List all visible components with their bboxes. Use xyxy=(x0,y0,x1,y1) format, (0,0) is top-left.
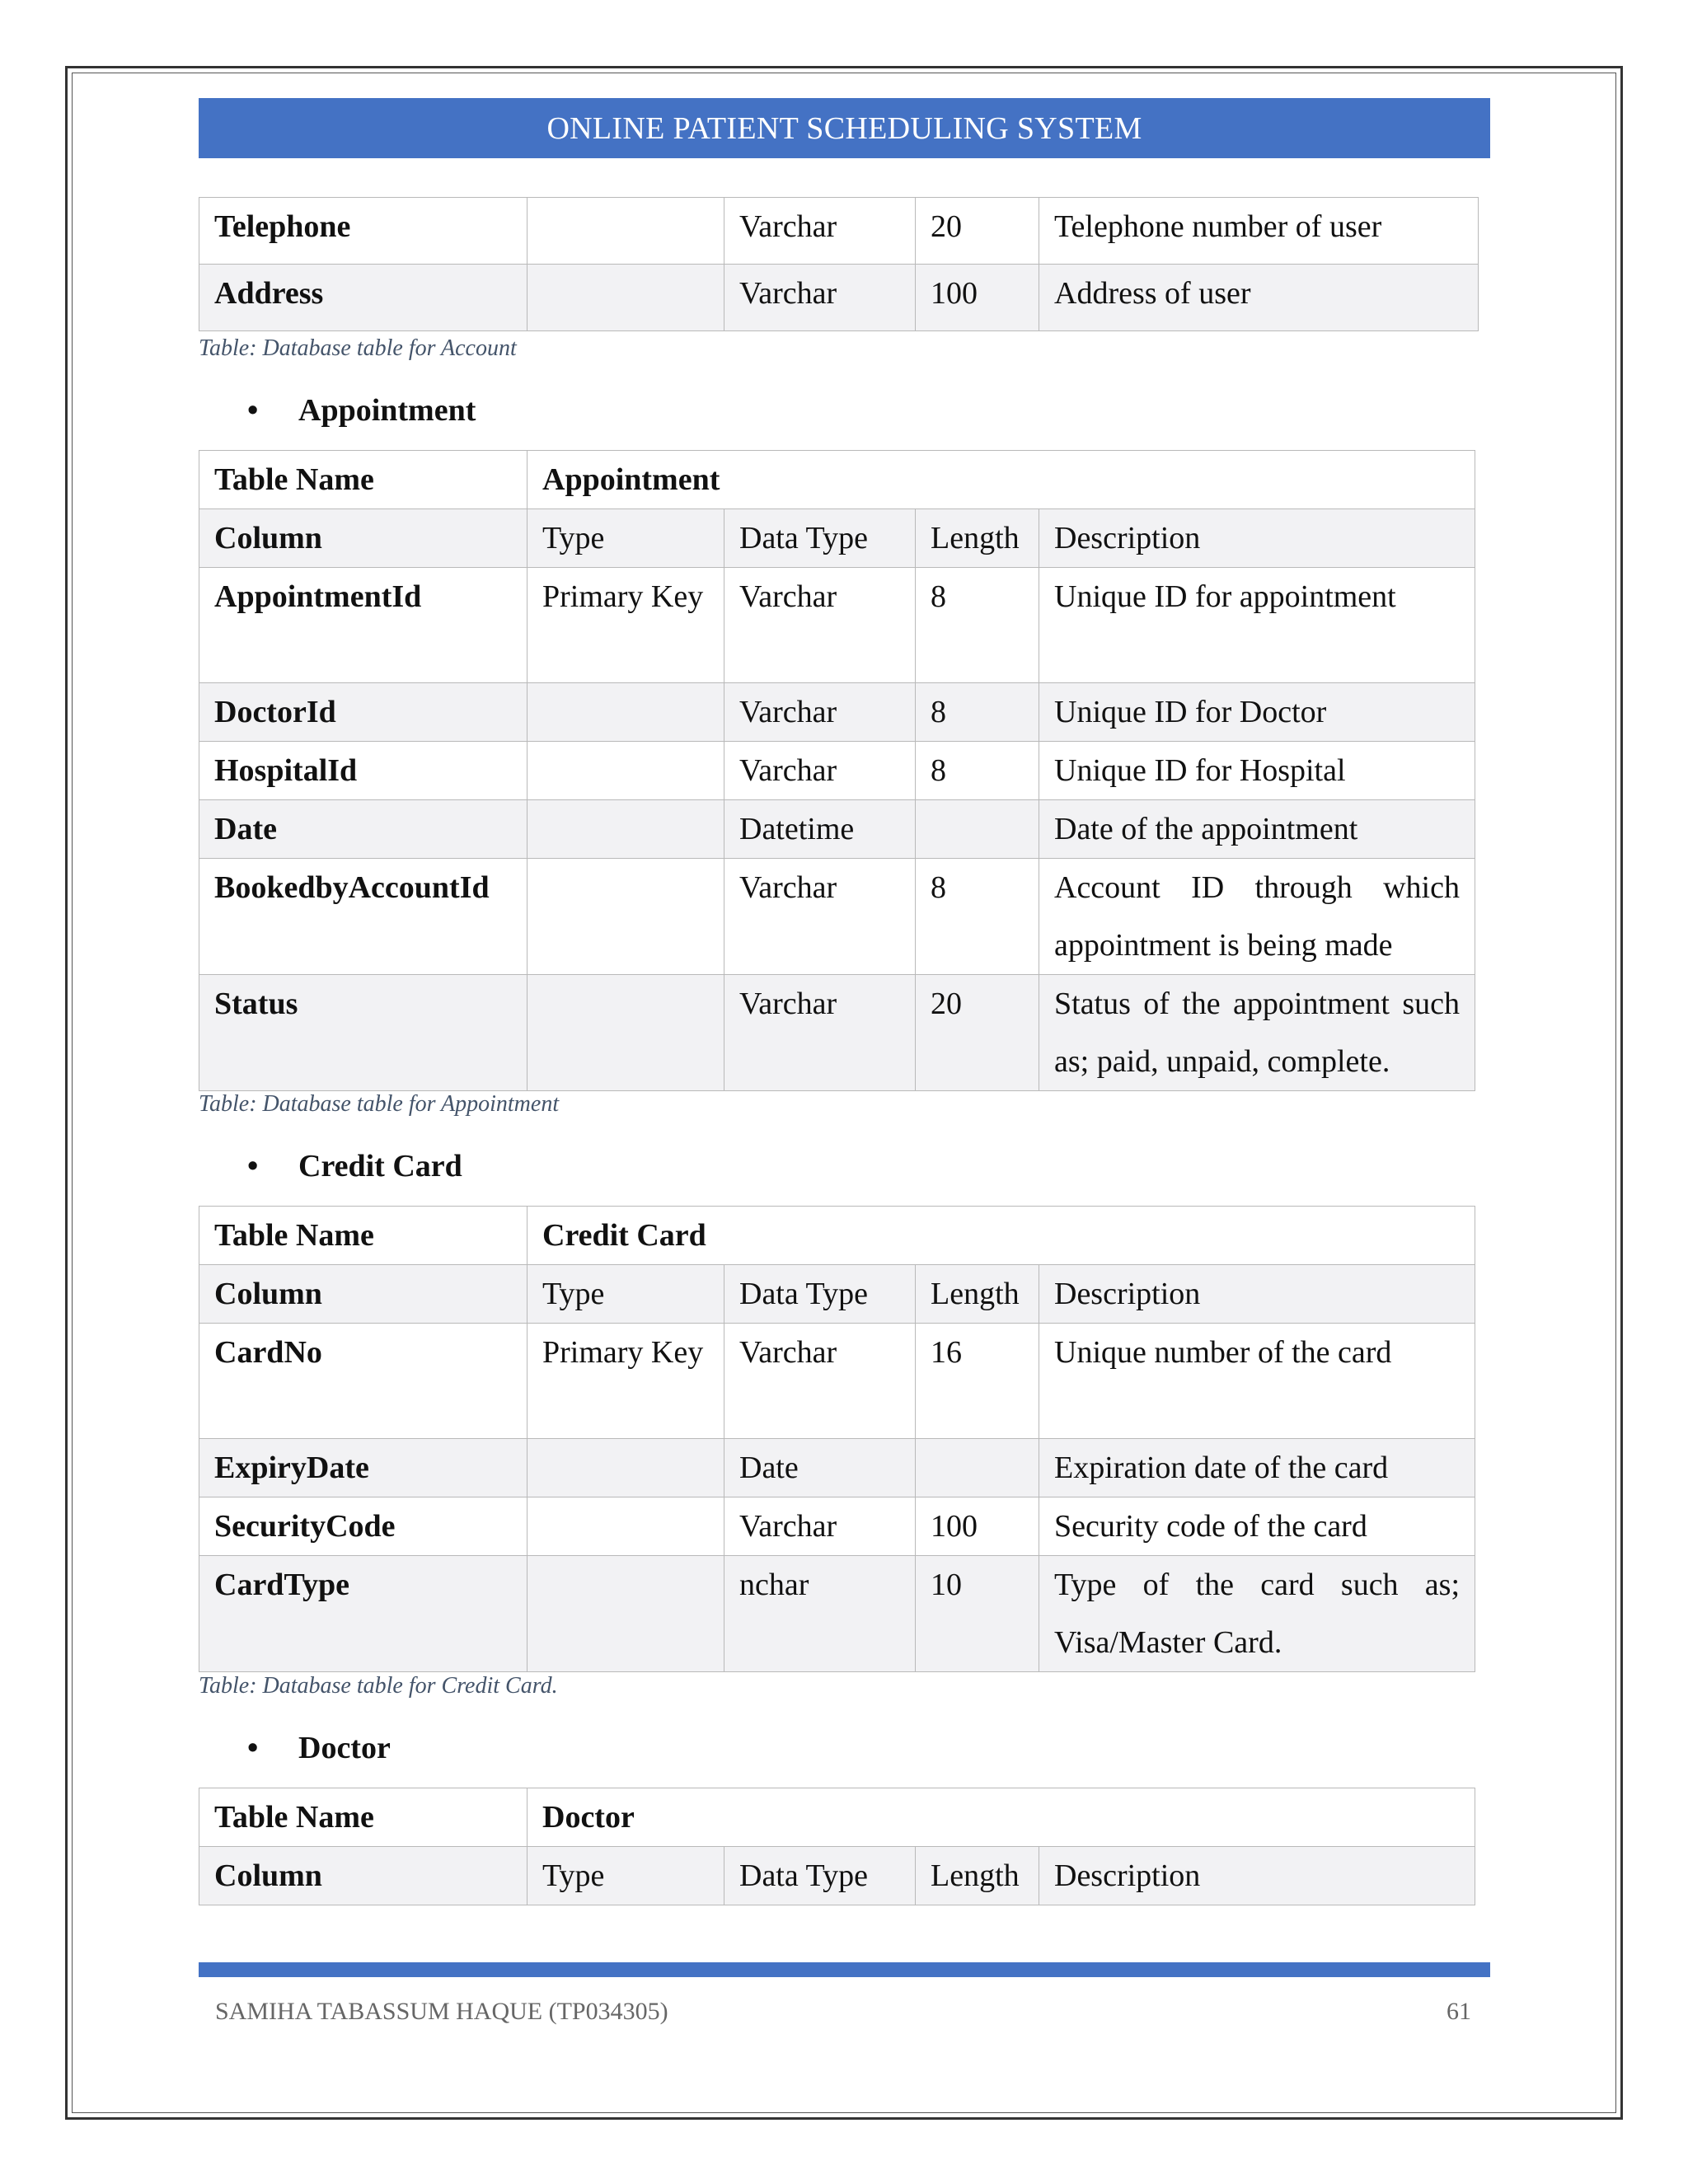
table-caption: Table: Database table for Appointment xyxy=(199,1091,560,1117)
column-header: Description xyxy=(1039,1265,1475,1324)
table-cell: Table Name xyxy=(199,1788,528,1847)
table-row xyxy=(199,1207,1475,1265)
table-cell: 8 xyxy=(916,683,1039,742)
table-cell: Telephone xyxy=(199,198,528,265)
table-cell xyxy=(528,1556,724,1672)
table-row xyxy=(199,1556,1475,1672)
table-row xyxy=(199,742,1475,800)
appointment-table xyxy=(199,450,1475,1091)
table-cell: 20 xyxy=(916,975,1039,1091)
column-header: Description xyxy=(1039,509,1475,568)
table-cell xyxy=(528,1439,724,1497)
table-cell xyxy=(528,1497,724,1556)
column-header: Type xyxy=(528,1847,724,1905)
table-header-row xyxy=(199,1847,1475,1905)
column-header: Column xyxy=(199,1847,528,1905)
table-cell xyxy=(528,265,724,331)
table-cell: Varchar xyxy=(724,198,916,265)
table-cell: Varchar xyxy=(724,975,916,1091)
table-cell: SecurityCode xyxy=(199,1497,528,1556)
table-cell: 8 xyxy=(916,859,1039,975)
section-title: Credit Card xyxy=(298,1149,462,1183)
table-cell: AppointmentId xyxy=(199,568,528,683)
table-cell: Varchar xyxy=(724,568,916,683)
table-cell: BookedbyAccountId xyxy=(199,859,528,975)
table-cell: Appointment xyxy=(528,451,1475,509)
table-cell: Doctor xyxy=(528,1788,1475,1847)
column-header: Length xyxy=(916,509,1039,568)
table-row xyxy=(199,451,1475,509)
table-cell: DoctorId xyxy=(199,683,528,742)
table-row xyxy=(199,800,1475,859)
footer-author: SAMIHA TABASSUM HAQUE (TP034305) xyxy=(215,1998,668,2025)
table-cell: 100 xyxy=(916,265,1039,331)
table-cell: Type of the card such as; Visa/Master Card. xyxy=(1039,1556,1475,1672)
table-caption: Table: Database table for Credit Card. xyxy=(199,1673,558,1699)
table-cell: Varchar xyxy=(724,1497,916,1556)
footer-bar xyxy=(199,1962,1490,1977)
table-header-row xyxy=(199,1265,1475,1324)
credit-card-table xyxy=(199,1206,1475,1672)
doctor-table xyxy=(199,1788,1475,1905)
table-cell: Address of user xyxy=(1039,265,1479,331)
table-row xyxy=(199,265,1479,331)
table-cell: Unique ID for appointment xyxy=(1039,568,1475,683)
table-cell: Date xyxy=(724,1439,916,1497)
table-header-row xyxy=(199,509,1475,568)
table-cell: Date xyxy=(199,800,528,859)
table-cell: Varchar xyxy=(724,859,916,975)
table-caption: Table: Database table for Account xyxy=(199,335,517,361)
table-cell: Expiration date of the card xyxy=(1039,1439,1475,1497)
table-cell: 20 xyxy=(916,198,1039,265)
table-row xyxy=(199,1788,1475,1847)
table-cell: nchar xyxy=(724,1556,916,1672)
table-cell: Table Name xyxy=(199,451,528,509)
table-row xyxy=(199,859,1475,975)
table-cell: 8 xyxy=(916,742,1039,800)
table-cell: ExpiryDate xyxy=(199,1439,528,1497)
column-header: Length xyxy=(916,1847,1039,1905)
table-cell: CardType xyxy=(199,1556,528,1672)
table-cell: 10 xyxy=(916,1556,1039,1672)
column-header: Data Type xyxy=(724,1847,916,1905)
table-cell xyxy=(528,800,724,859)
table-cell: Security code of the card xyxy=(1039,1497,1475,1556)
column-header: Data Type xyxy=(724,1265,916,1324)
table-cell xyxy=(528,742,724,800)
table-cell: Unique number of the card xyxy=(1039,1324,1475,1439)
column-header: Description xyxy=(1039,1847,1475,1905)
table-cell: Status of the appointment such as; paid, unpaid, complete. xyxy=(1039,975,1475,1091)
table-row xyxy=(199,198,1479,265)
table-cell xyxy=(528,859,724,975)
table-cell: Varchar xyxy=(724,265,916,331)
table-cell: Table Name xyxy=(199,1207,528,1265)
table-cell: Datetime xyxy=(724,800,916,859)
column-header: Column xyxy=(199,509,528,568)
column-header: Length xyxy=(916,1265,1039,1324)
table-row xyxy=(199,683,1475,742)
table-cell: Unique ID for Doctor xyxy=(1039,683,1475,742)
table-row xyxy=(199,975,1475,1091)
table-row xyxy=(199,568,1475,683)
section-title: Appointment xyxy=(298,393,476,428)
table-row xyxy=(199,1324,1475,1439)
table-cell xyxy=(528,975,724,1091)
table-cell: 100 xyxy=(916,1497,1039,1556)
column-header: Data Type xyxy=(724,509,916,568)
account-table xyxy=(199,197,1479,331)
table-cell: Date of the appointment xyxy=(1039,800,1475,859)
table-cell: Varchar xyxy=(724,683,916,742)
table-cell: HospitalId xyxy=(199,742,528,800)
table-cell: Primary Key xyxy=(528,568,724,683)
section-title: Doctor xyxy=(298,1731,391,1765)
table-cell: Address xyxy=(199,265,528,331)
table-cell: Credit Card xyxy=(528,1207,1475,1265)
table-cell xyxy=(528,683,724,742)
header-title: ONLINE PATIENT SCHEDULING SYSTEM xyxy=(546,110,1142,146)
table-cell xyxy=(916,800,1039,859)
table-cell: Account ID through which appointment is being made xyxy=(1039,859,1475,975)
table-cell xyxy=(916,1439,1039,1497)
bullet-icon: • xyxy=(247,393,259,428)
table-row xyxy=(199,1439,1475,1497)
table-cell xyxy=(528,198,724,265)
column-header: Column xyxy=(199,1265,528,1324)
table-cell: CardNo xyxy=(199,1324,528,1439)
page-number: 61 xyxy=(1447,1998,1471,2025)
column-header: Type xyxy=(528,509,724,568)
table-cell: Status xyxy=(199,975,528,1091)
table-cell: 16 xyxy=(916,1324,1039,1439)
table-cell: Primary Key xyxy=(528,1324,724,1439)
page-header xyxy=(199,98,1490,158)
table-cell: Varchar xyxy=(724,1324,916,1439)
table-row xyxy=(199,1497,1475,1556)
table-cell: Telephone number of user xyxy=(1039,198,1479,265)
bullet-icon: • xyxy=(247,1731,259,1765)
bullet-icon: • xyxy=(247,1149,259,1183)
table-cell: Unique ID for Hospital xyxy=(1039,742,1475,800)
column-header: Type xyxy=(528,1265,724,1324)
table-cell: 8 xyxy=(916,568,1039,683)
table-cell: Varchar xyxy=(724,742,916,800)
